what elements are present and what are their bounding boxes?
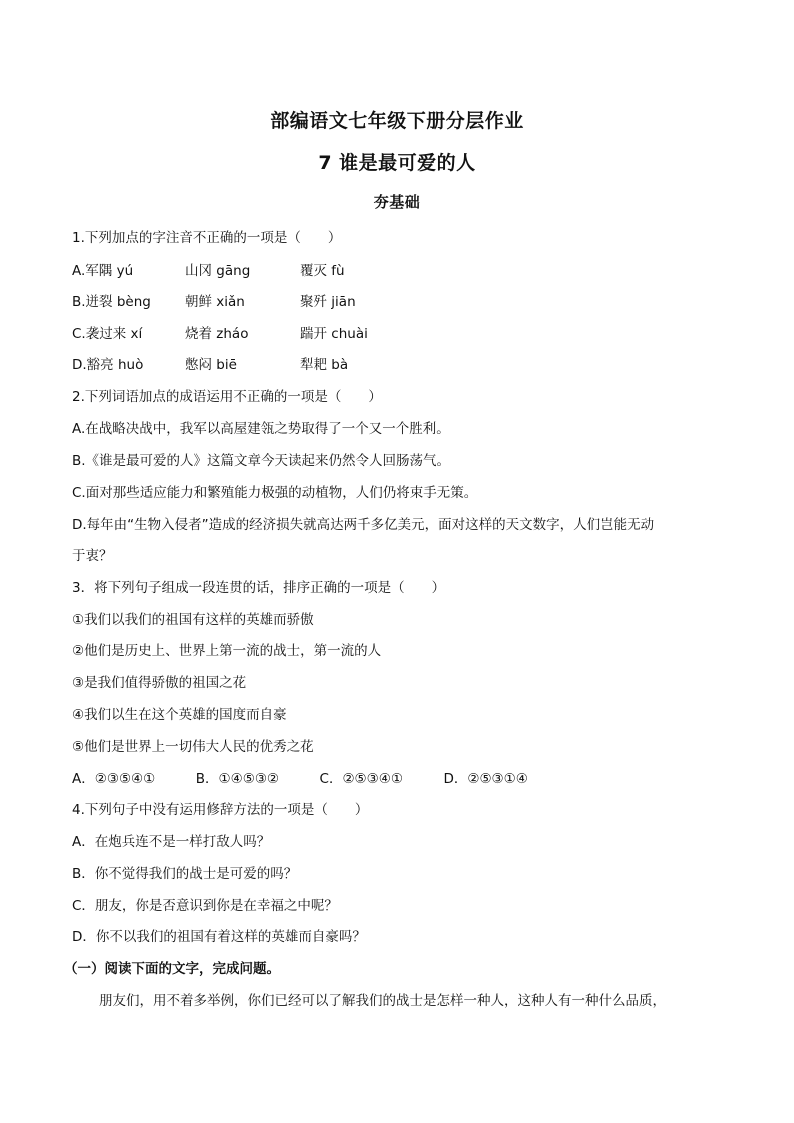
q2-option-b: B.《谁是最可爱的人》这篇文章今天读起来仍然令人回肠荡气。 [72, 453, 451, 469]
q3-choices: A．②③⑤④① B．①④⑤③② C．②⑤③④① D．②⑤③①④ [72, 771, 528, 787]
q1-option-d-1: D.豁亮 huò [72, 357, 144, 373]
q3-sentence-4: ④我们以生在这个英雄的国度而自豪 [72, 707, 287, 723]
q2-option-c: C.面对那些适应能力和繁殖能力极强的动植物，人们仍将束手无策。 [72, 485, 478, 501]
q4-option-d: D．你不以我们的祖国有着这样的英雄而自豪吗？ [72, 929, 366, 945]
q1-option-b-3: 聚歼 jiān [300, 294, 356, 310]
reading-heading: （一）阅读下面的文字，完成问题。 [64, 961, 280, 977]
q4-option-a: A．在炮兵连不是一样打敌人吗？ [72, 834, 271, 850]
q1-option-a-3: 覆灭 fù [300, 263, 345, 279]
q1-option-c-1: C.袭过来 xí [72, 326, 143, 342]
q1-option-a-2: 山冈 gāng [185, 263, 251, 279]
q3-sentence-3: ③是我们值得骄傲的祖国之花 [72, 675, 247, 691]
question-3-stem: 3．将下列句子组成一段连贯的话，排序正确的一项是（ ） [72, 580, 446, 596]
q1-option-c-3: 踹开 chuài [300, 326, 368, 342]
q1-option-c-2: 烧着 zháo [185, 326, 249, 342]
q1-option-a-1: A.军隅 yú [72, 263, 134, 279]
q2-option-a: A.在战略决战中，我军以高屋建瓴之势取得了一个又一个胜利。 [72, 421, 450, 437]
reading-paragraph: 朋友们，用不着多举例，你们已经可以了解我们的战士是怎样一种人，这种人有一种什么品质， [72, 993, 666, 1009]
q4-option-c: C．朋友，你是否意识到你是在幸福之中呢？ [72, 898, 338, 914]
q2-option-d-line-1: D.每年由“生物入侵者”造成的经济损失就高达两千多亿美元，面对这样的天文数字，人们岂能无动 [72, 517, 655, 533]
q2-option-d-line-2: 于衷？ [72, 548, 113, 564]
q1-option-d-3: 犁耙 bà [300, 357, 349, 373]
q1-option-d-2: 憋闷 biē [185, 357, 237, 373]
section-title: 夯基础 [373, 193, 421, 211]
q3-sentence-1: ①我们以我们的祖国有这样的英雄而骄傲 [72, 612, 314, 628]
lesson-title: 7 谁是最可爱的人 [318, 152, 476, 174]
q1-option-b-1: B.迸裂 bèng [72, 294, 151, 310]
document-title: 部编语文七年级下册分层作业 [270, 110, 524, 132]
q3-sentence-5: ⑤他们是世界上一切伟大人民的优秀之花 [72, 739, 314, 755]
q1-option-b-2: 朝鲜 xiǎn [185, 294, 245, 310]
q4-option-b: B．你不觉得我们的战士是可爱的吗？ [72, 866, 298, 882]
question-2-stem: 2.下列词语加点的成语运用不正确的一项是（ ） [72, 389, 382, 405]
question-1-stem: 1.下列加点的字注音不正确的一项是（ ） [72, 230, 342, 246]
question-4-stem: 4.下列句子中没有运用修辞方法的一项是（ ） [72, 802, 369, 818]
q3-sentence-2: ②他们是历史上、世界上第一流的战士，第一流的人 [72, 643, 382, 659]
